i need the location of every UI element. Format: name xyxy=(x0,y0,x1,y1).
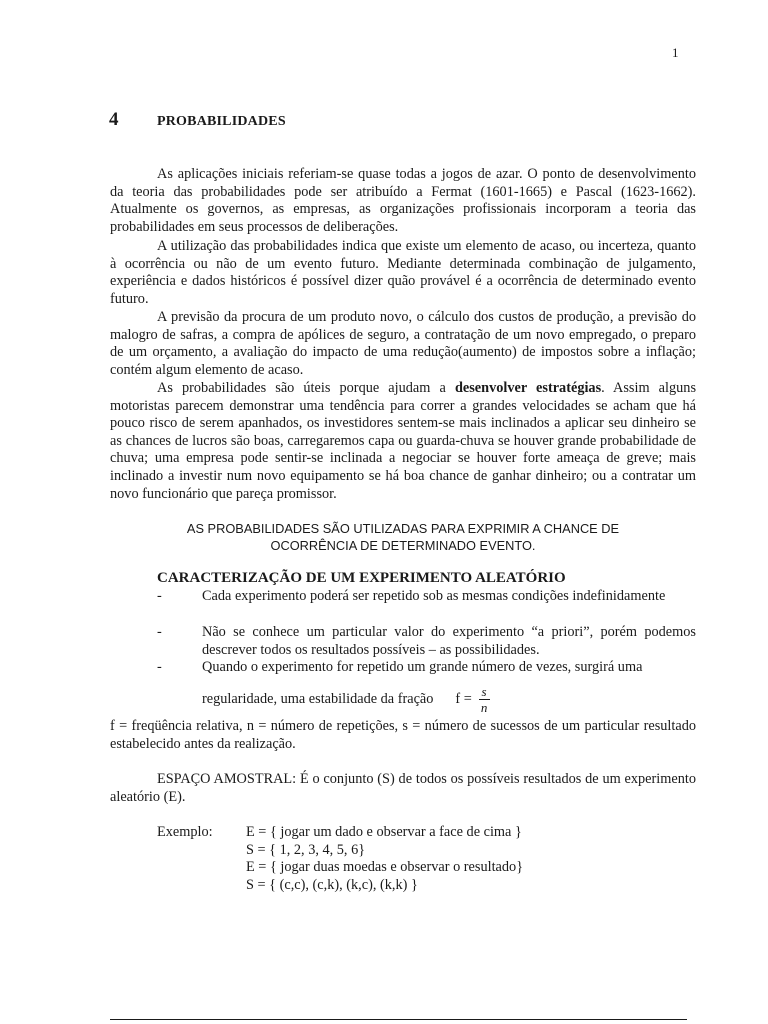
formula-lhs: f = xyxy=(455,690,472,707)
paragraph-examples: A previsão da procura de um produto novo, o cálculo dos custos de produção, a previsão do malogro de safras, a compra de apólices de seguro, a contratação de um novo empregado, o preparo de um orçamento, a avaliação do impacto de uma redução(aumento) de impostos sobre a inflação; contém algum elemento de acaso. xyxy=(110,309,696,378)
highlight-statement xyxy=(110,520,696,554)
bullet-text-line-2: regularidade, uma estabilidade da fração xyxy=(202,690,434,707)
frequency-fraction xyxy=(478,685,491,715)
highlight-line-1: AS PROBABILIDADES SÃO UTILIZADAS PARA EXPRIMIR A CHANCE DE xyxy=(186,521,620,536)
paragraph-strategies xyxy=(110,380,696,503)
example-line: S = { 1, 2, 3, 4, 5, 6} xyxy=(246,842,366,858)
sample-space-definition: ESPAÇO AMOSTRAL: É o conjunto (S) de todos os possíveis resultados de um experimento aleatório (E). xyxy=(110,771,696,805)
bullet-text: Cada experimento poderá ser repetido sob as mesmas condições indefinidamente xyxy=(202,588,666,604)
chapter-number: 4 xyxy=(109,109,119,130)
example-line: S = { (c,c), (c,k), (k,c), (k,k) } xyxy=(246,877,418,893)
footer-rule xyxy=(110,1019,687,1020)
strategies-bold-term: desenvolver estratégias xyxy=(454,380,602,396)
bullet-item xyxy=(110,659,696,715)
bullet-dash: - xyxy=(157,659,162,675)
highlight-line-2: OCORRÊNCIA DE DETERMINADO EVENTO. xyxy=(270,538,536,553)
chapter-title: PROBABILIDADES xyxy=(157,114,286,129)
example-label: Exemplo: xyxy=(157,824,213,840)
section-heading: CARACTERIZAÇÃO DE UM EXPERIMENTO ALEATÓRIO xyxy=(157,570,566,586)
bullet-item xyxy=(110,624,696,659)
bullet-item xyxy=(110,588,696,606)
example-line: E = { jogar um dado e observar a face de cima } xyxy=(246,824,522,840)
strategies-text-after: . Assim alguns motoristas parecem demonstrar uma tendência para correr a grandes velocidades se acham que há pouco risco de serem apanhados, os investidores sentem-se mais inclinados a aplicar seu dinheiro se as chances de lucros são boas, carregaremos capa ou guarda-chuva se houver grande probabilidade de chuva; uma empresa pode sentir-se inclinada a negociar se houver forte ameaça de greve; mais inclinado a investir num novo equipamento se há boa chance de ganhar dinheiro; ou a contratar um novo funcionário que pareça promissor. xyxy=(110,380,697,502)
bullet-text-line-1: Quando o experimento for repetido um grande número de vezes, surgirá uma xyxy=(202,659,643,675)
fraction-line xyxy=(202,685,696,715)
bullet-dash: - xyxy=(157,624,162,640)
paragraph-uncertainty: A utilização das probabilidades indica que existe um elemento de acaso, ou incerteza, quanto à ocorrência ou não de um evento futuro. Mediante determinada combinação de julgamento, experiência e dados históricos é possível dizer quão provável é a ocorrência de determinado evento futuro. xyxy=(110,238,696,307)
strategies-text-before: As probabilidades são úteis porque ajudam a xyxy=(157,380,455,396)
bullet-text: Não se conhece um particular valor do experimento “a priori”, porém podemos descrever todos os resultados possíveis – as possibilidades. xyxy=(202,624,696,658)
fraction-denominator: n xyxy=(480,699,488,715)
example-line: E = { jogar duas moedas e observar o resultado} xyxy=(246,859,524,875)
bullet-text xyxy=(202,659,696,715)
paragraph-history: As aplicações iniciais referiam-se quase todas a jogos de azar. O ponto de desenvolvimento da teoria das probabilidades pode ser atribuído a Fermat (1601-1665) e Pascal (1623-1662). Atualmente os governos, as empresas, as organizações profissionais incorporam a teoria das probabilidades em seus processos de deliberações. xyxy=(110,166,696,235)
bullet-dash: - xyxy=(157,588,162,604)
page-number: 1 xyxy=(672,45,679,60)
frequency-definition: f = freqüência relativa, n = número de repetições, s = número de sucessos de um particular resultado estabelecido antes da realização. xyxy=(110,718,696,752)
fraction-numerator: s xyxy=(479,685,490,700)
